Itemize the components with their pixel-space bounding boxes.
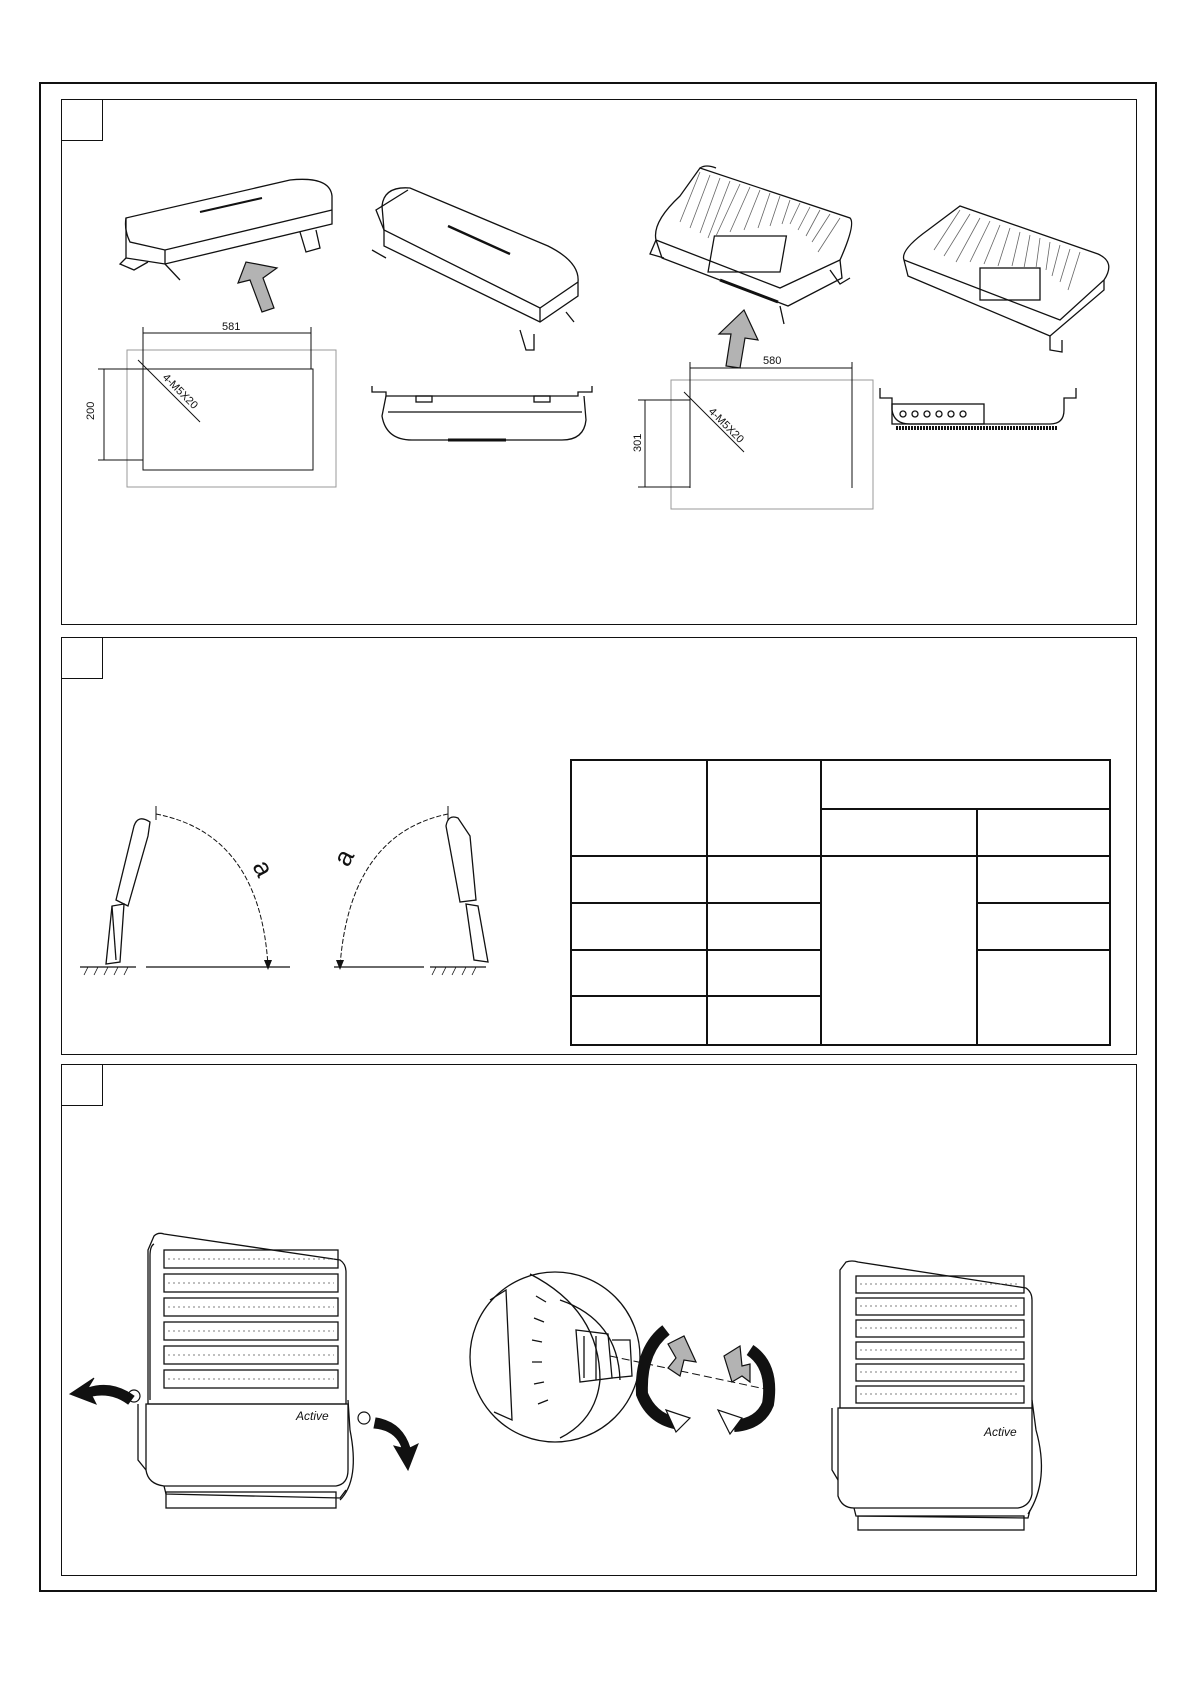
floodlight-left-brand: Active [296,1409,329,1423]
floodlight-left [138,1233,353,1508]
floodlight-right-brand: Active [984,1425,1017,1439]
small-screw-spec: 4-M5X20 [159,371,200,412]
large-height-dimension: 301 [632,433,644,452]
loosen-arrow-right [374,1418,418,1470]
small-height-dimension: 200 [85,401,97,420]
floodlight-right-led-rows [860,1284,1020,1394]
loosen-arrow-left [70,1378,134,1404]
tilt-right-angle-label: a [326,843,361,871]
small-width-dimension: 581 [222,321,241,333]
rotate-tighten-symbol [718,1346,769,1434]
rotate-loosen-symbol [642,1330,696,1432]
floodlight-left-led-rows [168,1259,334,1379]
large-width-dimension: 580 [763,355,782,367]
tilt-left-angle-label: a [246,854,280,882]
large-screw-spec: 4-M5X20 [705,405,746,446]
floodlight-right [832,1261,1041,1530]
